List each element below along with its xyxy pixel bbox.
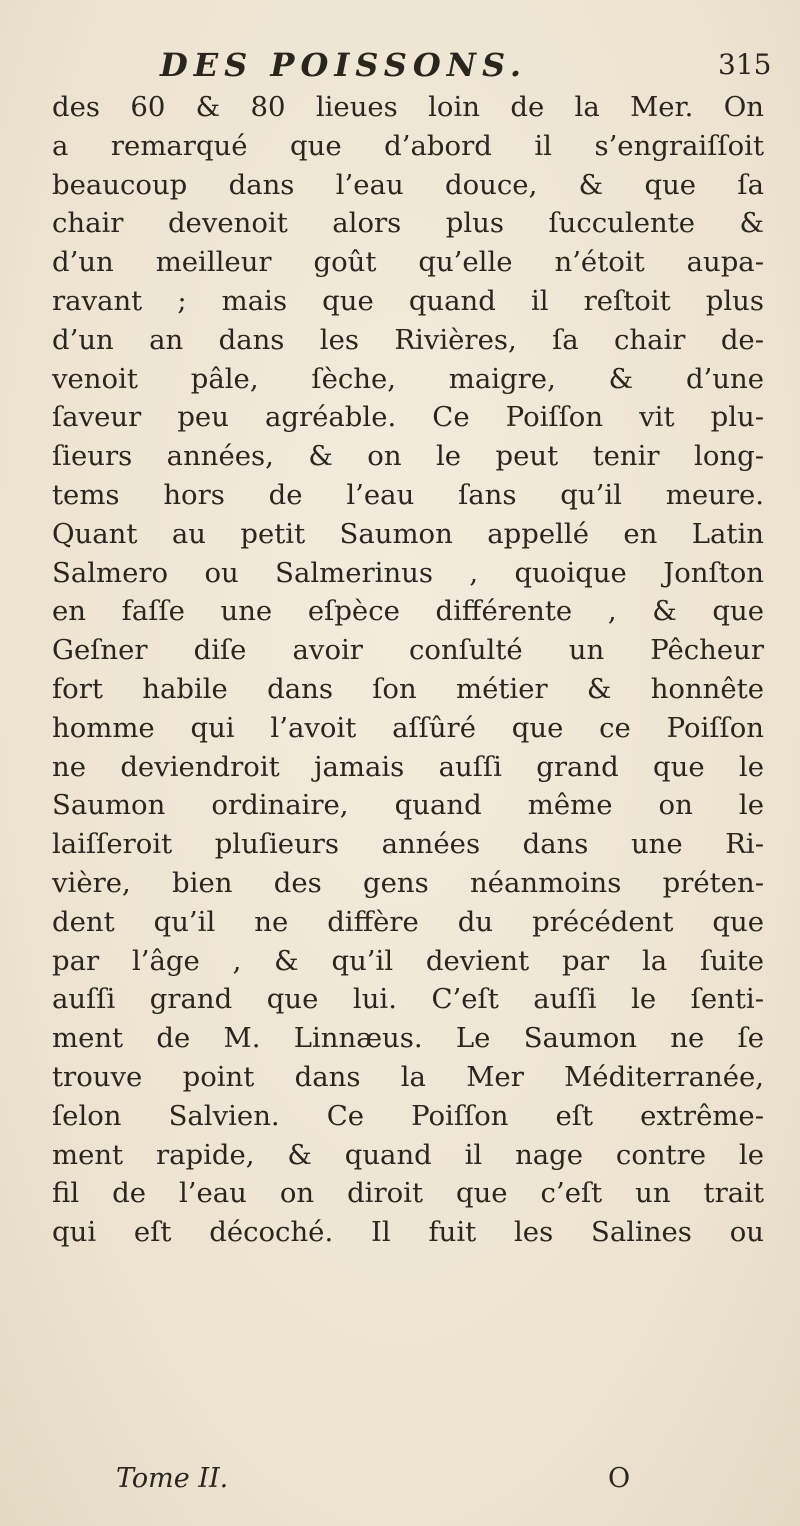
text-line: ment de M. Linnæus. Le Saumon ne ſe xyxy=(52,1022,764,1055)
text-line: ne deviendroit jamais auſſi grand que le xyxy=(52,750,764,783)
text-line: des 60 & 80 lieues loin de la Mer. On xyxy=(52,91,764,123)
text-line: trouve point dans la Mer Méditerranée, xyxy=(52,1060,764,1093)
text-line: beaucoup dans l’eau douce, & que ſa xyxy=(52,168,764,201)
text-line: par l’âge , & qu’il devient par la ſuite xyxy=(52,944,764,977)
text-line: Saumon ordinaire, quand même on le xyxy=(52,789,764,822)
text-line: d’un meilleur goût qu’elle n’étoit aupa- xyxy=(52,246,764,279)
text-line: vière, bien des gens néanmoins préten- xyxy=(52,866,764,899)
text-line: auſſi grand que lui. C’eſt auſſi le ſenti- xyxy=(52,983,764,1016)
text-line: ſelon Salvien. Ce Poiſſon eſt extrême- xyxy=(52,1099,764,1132)
text-line: homme qui l’avoit aſſûré que ce Poiſſon xyxy=(52,711,764,744)
text-line: Quant au petit Saumon appellé en Latin xyxy=(52,517,764,550)
volume-label: Tome II. xyxy=(116,1463,229,1494)
text-line: dent qu’il ne diffère du précédent que xyxy=(52,905,764,938)
text-line: Geſner diſe avoir conſulté un Pêcheur xyxy=(52,634,764,667)
text-line: ſaveur peu agréable. Ce Poiſſon vit plu- xyxy=(52,401,764,434)
page-number: 315 xyxy=(718,48,772,81)
signature-mark: O xyxy=(608,1463,631,1494)
text-line: ſieurs années, & on le peut tenir long- xyxy=(52,440,764,473)
text-line: en faſſe une eſpèce différente , & que xyxy=(52,595,764,628)
text-line: ment rapide, & quand il nage contre le xyxy=(52,1138,764,1171)
text-line: chair devenoit alors plus ſucculente & xyxy=(52,207,764,240)
text-line: Salmero ou Salmerinus , quoique Jonſton xyxy=(52,556,764,589)
page-footer xyxy=(0,1463,800,1503)
body-text xyxy=(52,88,764,1252)
text-line: qui eſt décoché. Il fuit les Salines ou xyxy=(52,1216,764,1249)
text-line: d’un an dans les Rivières, ſa chair de- xyxy=(52,323,764,356)
text-line: a remarqué que d’abord il s’engraiſſoit xyxy=(52,129,764,162)
text-line: ravant ; mais que quand il reſtoit plus xyxy=(52,284,764,317)
text-line: venoit pâle, ſèche, maigre, & d’une xyxy=(52,362,764,395)
running-title: DES POISSONS. xyxy=(160,46,528,84)
text-line: laiſſeroit pluſieurs années dans une Ri- xyxy=(52,828,764,861)
text-line: tems hors de l’eau ſans qu’il meure. xyxy=(52,478,764,511)
text-line: fil de l’eau on diroit que c’eſt un trait xyxy=(52,1177,764,1210)
text-line: fort habile dans ſon métier & honnête xyxy=(52,672,764,705)
